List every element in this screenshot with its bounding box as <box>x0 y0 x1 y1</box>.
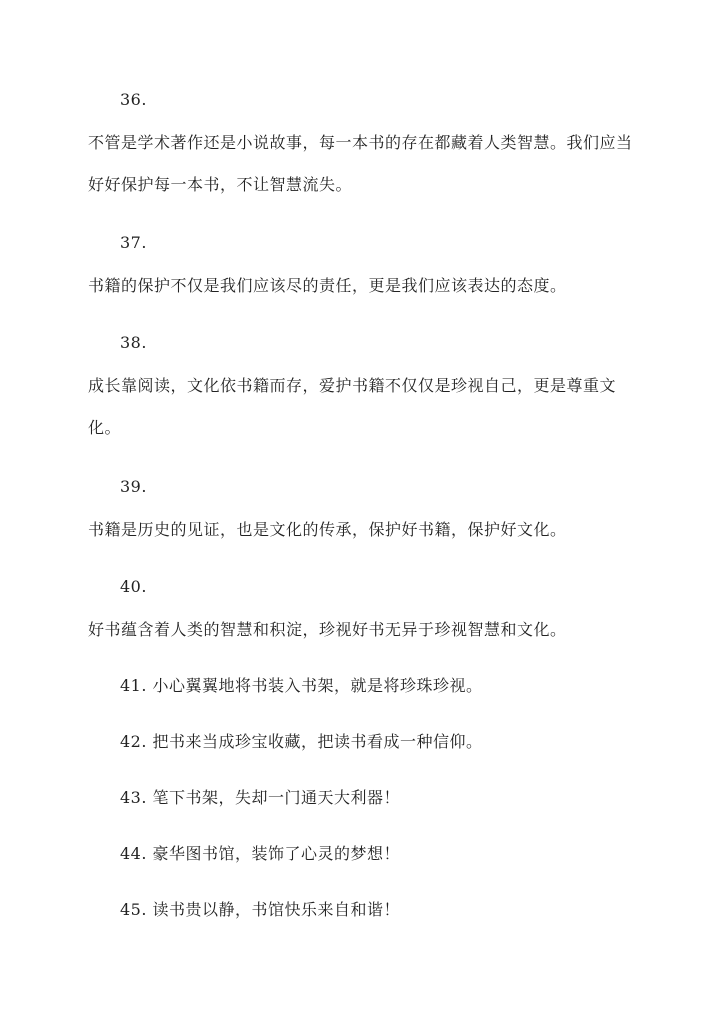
item-number-38: 38. <box>120 333 147 352</box>
item-text-39: 书籍是历史的见证，也是文化的传承，保护好书籍，保护好文化。 <box>88 520 567 539</box>
item-text-37: 书籍的保护不仅是我们应该尽的责任，更是我们应该表达的态度。 <box>88 276 567 295</box>
item-text-40: 好书蕴含着人类的智慧和积淀，珍视好书无异于珍视智慧和文化。 <box>88 620 567 639</box>
item-number-40: 40. <box>120 577 147 596</box>
item-43: 43. 笔下书架，失却一门通天大利器！ <box>120 788 401 807</box>
item-42: 42. 把书来当成珍宝收藏，把读书看成一种信仰。 <box>120 732 483 751</box>
item-number-36: 36. <box>120 90 147 109</box>
item-44: 44. 豪华图书馆，装饰了心灵的梦想！ <box>120 844 401 863</box>
item-45: 45. 读书贵以静，书馆快乐来自和谐！ <box>120 900 401 919</box>
item-text-38: 成长靠阅读，文化依书籍而存，爱护书籍不仅仅是珍视自己，更是尊重文化。 <box>88 376 617 437</box>
item-text-36: 不管是学术著作还是小说故事，每一本书的存在都藏着人类智慧。我们应当好好保护每一本书，不让智慧流失。 <box>88 133 633 194</box>
item-41: 41. 小心翼翼地将书装入书架，就是将珍珠珍视。 <box>120 676 483 695</box>
item-number-37: 37. <box>120 233 147 252</box>
item-number-39: 39. <box>120 477 147 496</box>
